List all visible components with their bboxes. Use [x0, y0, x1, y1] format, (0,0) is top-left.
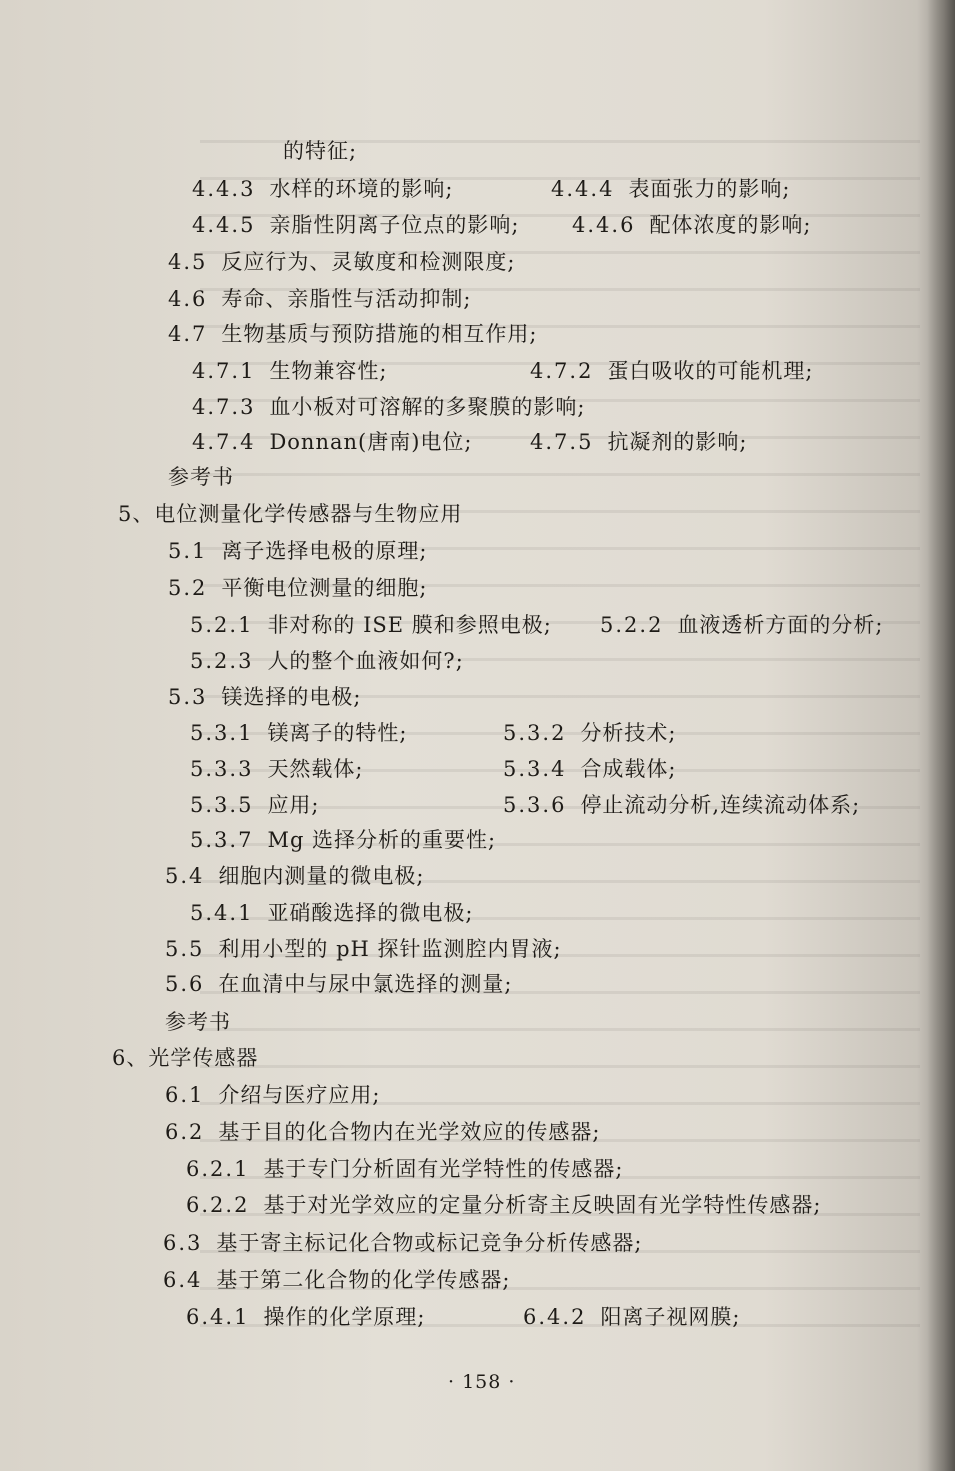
- section-number: 5.3.7: [190, 828, 254, 852]
- toc-line: [165, 1118, 600, 1146]
- section-title: 应用;: [267, 793, 320, 817]
- toc-line: [165, 1081, 380, 1109]
- section-title: 镁离子的特性;: [267, 721, 408, 745]
- section-title: 分析技术;: [580, 721, 677, 745]
- toc-line: [190, 791, 320, 819]
- toc-line-col2: [551, 175, 791, 203]
- section-title: 阳离子视网膜;: [600, 1305, 741, 1329]
- toc-line: [168, 683, 361, 711]
- section-title: Mg 选择分析的重要性;: [267, 828, 497, 852]
- toc-line-col2: [530, 357, 814, 385]
- section-title: 生物兼容性;: [269, 359, 388, 383]
- section-number: 4.7.5: [530, 430, 594, 454]
- section-title: 水样的环境的影响;: [269, 177, 454, 201]
- section-title: 基于第二化合物的化学传感器;: [216, 1268, 511, 1292]
- section-title: Donnan(唐南)电位;: [269, 430, 473, 454]
- toc-line: [192, 175, 454, 203]
- section-title: 利用小型的 pH 探针监测腔内胃液;: [218, 937, 562, 961]
- toc-line: [168, 320, 537, 348]
- section-number: 5.2.3: [190, 649, 254, 673]
- section-number: 4.7.4: [192, 430, 256, 454]
- toc-line: [192, 428, 472, 456]
- toc-line-col2: [530, 428, 748, 456]
- section-number: 4.4.6: [572, 213, 636, 237]
- toc-line: [168, 537, 427, 565]
- section-title: 离子选择电极的原理;: [221, 539, 428, 563]
- section-number: 6.4.2: [523, 1305, 587, 1329]
- section-number: 5.4.1: [190, 901, 254, 925]
- chapter-title: 6、光学传感器: [112, 1046, 259, 1070]
- toc-line: [163, 1229, 642, 1257]
- section-number: 5.3: [168, 685, 208, 709]
- section-number: 5.6: [165, 972, 205, 996]
- section-number: 6.3: [163, 1231, 203, 1255]
- section-title: 表面张力的影响;: [628, 177, 791, 201]
- chapter-heading: [118, 500, 462, 528]
- toc-line: [192, 393, 586, 421]
- toc-text: 的特征;: [283, 139, 358, 163]
- references-heading: [165, 1008, 231, 1036]
- page-edge-shadow: [927, 0, 955, 1471]
- section-number: 5.2.2: [600, 613, 664, 637]
- toc-line: [283, 137, 357, 165]
- section-title: 人的整个血液如何?;: [267, 649, 464, 673]
- section-title: 基于专门分析固有光学特性的传感器;: [263, 1157, 624, 1181]
- section-title: 寿命、亲脂性与活动抑制;: [221, 287, 472, 311]
- toc-line-col2: [503, 755, 677, 783]
- toc-line-col2: [503, 719, 677, 747]
- section-number: 4.6: [168, 287, 208, 311]
- section-title: 生物基质与预防措施的相互作用;: [221, 322, 538, 346]
- section-number: 6.4: [163, 1268, 203, 1292]
- section-number: 5.3.5: [190, 793, 254, 817]
- toc-line-col2: [503, 791, 860, 819]
- section-number: 5.3.6: [503, 793, 567, 817]
- toc-line: [168, 248, 515, 276]
- section-number: 4.7.3: [192, 395, 256, 419]
- section-title: 停止流动分析,连续流动体系;: [580, 793, 861, 817]
- section-number: 5.2.1: [190, 613, 254, 637]
- page-number: · 158 ·: [448, 1371, 516, 1393]
- section-title: 细胞内测量的微电极;: [218, 864, 425, 888]
- section-title: 操作的化学原理;: [263, 1305, 426, 1329]
- section-title: 反应行为、灵敏度和检测限度;: [221, 250, 516, 274]
- section-number: 4.4.5: [192, 213, 256, 237]
- section-number: 4.4.4: [551, 177, 615, 201]
- references-heading: [168, 463, 234, 491]
- section-title: 参考书: [168, 465, 234, 489]
- section-number: 5.1: [168, 539, 208, 563]
- section-number: 4.5: [168, 250, 208, 274]
- section-title: 亲脂性阴离子位点的影响;: [269, 213, 520, 237]
- toc-line: [190, 719, 408, 747]
- toc-line: [190, 647, 464, 675]
- toc-line-col2: [523, 1303, 741, 1331]
- section-number: 6.4.1: [186, 1305, 250, 1329]
- section-title: 基于对光学效应的定量分析寄主反映固有光学特性传感器;: [263, 1193, 822, 1217]
- section-title: 血液透析方面的分析;: [677, 613, 884, 637]
- toc-line: [190, 611, 552, 639]
- toc-line-col2: [572, 211, 812, 239]
- toc-line: [168, 574, 427, 602]
- toc-line: [165, 935, 562, 963]
- section-number: 4.4.3: [192, 177, 256, 201]
- section-number: 5.3.2: [503, 721, 567, 745]
- section-title: 在血清中与尿中氯选择的测量;: [218, 972, 513, 996]
- toc-line-col2: [600, 611, 884, 639]
- toc-line: [192, 357, 388, 385]
- section-number: 5.4: [165, 864, 205, 888]
- section-number: 6.2.1: [186, 1157, 250, 1181]
- section-title: 亚硝酸选择的微电极;: [267, 901, 474, 925]
- toc-line: [165, 970, 512, 998]
- section-title: 基于寄主标记化合物或标记竞争分析传感器;: [216, 1231, 643, 1255]
- section-title: 血小板对可溶解的多聚膜的影响;: [269, 395, 586, 419]
- section-title: 非对称的 ISE 膜和参照电极;: [267, 613, 552, 637]
- toc-line: [186, 1191, 822, 1219]
- section-number: 4.7: [168, 322, 208, 346]
- section-number: 5.2: [168, 576, 208, 600]
- chapter-heading: [112, 1044, 258, 1072]
- section-title: 镁选择的电极;: [221, 685, 362, 709]
- toc-line: [168, 285, 471, 313]
- section-title: 合成载体;: [580, 757, 677, 781]
- toc-line: [186, 1155, 624, 1183]
- section-number: 6.1: [165, 1083, 205, 1107]
- toc-line: [186, 1303, 426, 1331]
- section-title: 蛋白吸收的可能机理;: [607, 359, 814, 383]
- section-title: 天然载体;: [267, 757, 364, 781]
- section-number: 6.2.2: [186, 1193, 250, 1217]
- toc-line: [163, 1266, 510, 1294]
- toc-line: [165, 862, 424, 890]
- toc-line: [190, 826, 496, 854]
- section-number: 5.3.4: [503, 757, 567, 781]
- toc-line: [190, 899, 474, 927]
- section-number: 5.5: [165, 937, 205, 961]
- section-title: 配体浓度的影响;: [649, 213, 812, 237]
- toc-line: [192, 211, 520, 239]
- section-title: 介绍与医疗应用;: [218, 1083, 381, 1107]
- section-number: 4.7.2: [530, 359, 594, 383]
- section-number: 5.3.3: [190, 757, 254, 781]
- section-number: 6.2: [165, 1120, 205, 1144]
- chapter-title: 5、电位测量化学传感器与生物应用: [118, 502, 463, 526]
- section-title: 抗凝剂的影响;: [607, 430, 748, 454]
- section-title: 参考书: [165, 1010, 231, 1034]
- section-number: 4.7.1: [192, 359, 256, 383]
- section-title: 基于目的化合物内在光学效应的传感器;: [218, 1120, 601, 1144]
- section-title: 平衡电位测量的细胞;: [221, 576, 428, 600]
- toc-line: [190, 755, 364, 783]
- section-number: 5.3.1: [190, 721, 254, 745]
